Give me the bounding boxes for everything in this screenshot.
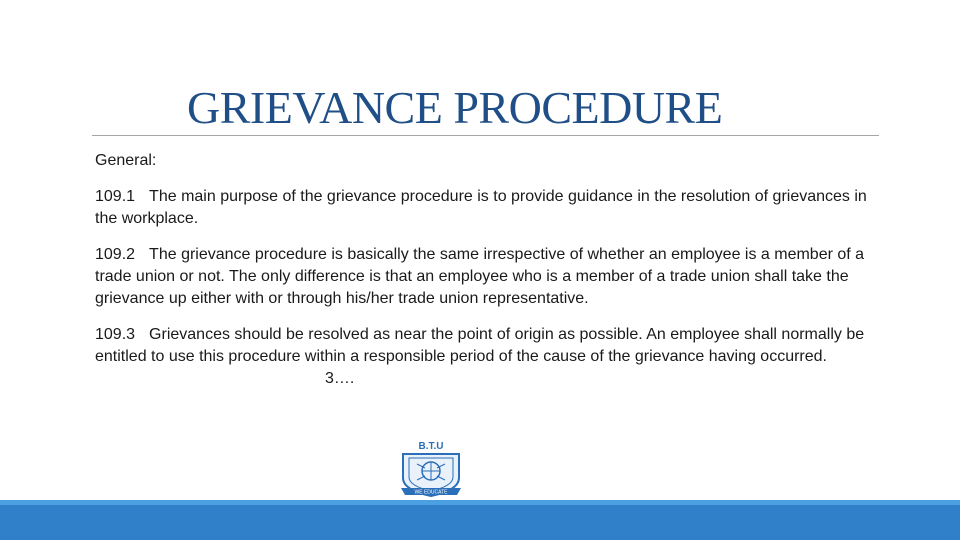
- logo-ribbon-text: WE EDUCATE: [414, 489, 448, 496]
- paragraph-number: 109.2: [95, 246, 136, 263]
- paragraph-109-3: [95, 324, 885, 390]
- union-crest-logo-icon: [389, 438, 473, 502]
- page-continuation: 3….: [325, 370, 355, 387]
- paragraph-text: The main purpose of the grievance procedure is to provide guidance in the resolution of grievances in the workplace.: [95, 188, 867, 227]
- paragraph-text: Grievances should be resolved as near the point of origin as possible. An employee shall normally be entitled to use this procedure within a responsible period of the cause of the grievance having occurred.: [95, 326, 865, 365]
- logo-top-text: B.T.U: [418, 441, 444, 452]
- title-divider: [92, 135, 879, 136]
- content-body: [95, 150, 885, 404]
- section-heading: General:: [95, 152, 157, 169]
- page-title: GRIEVANCE PROCEDURE: [187, 82, 723, 133]
- paragraph-number: 109.3: [95, 326, 136, 343]
- paragraph-109-1: [95, 186, 885, 230]
- paragraph-number: 109.1: [95, 188, 136, 205]
- paragraph-text: The grievance procedure is basically the same irrespective of whether an employee is a member of a trade union or not. The only difference is that an employee who is a member of a trade union shall take the grievance up either with or through his/her trade union representative.: [95, 246, 865, 307]
- paragraph-109-2: [95, 244, 885, 310]
- footer-bar: [0, 500, 960, 540]
